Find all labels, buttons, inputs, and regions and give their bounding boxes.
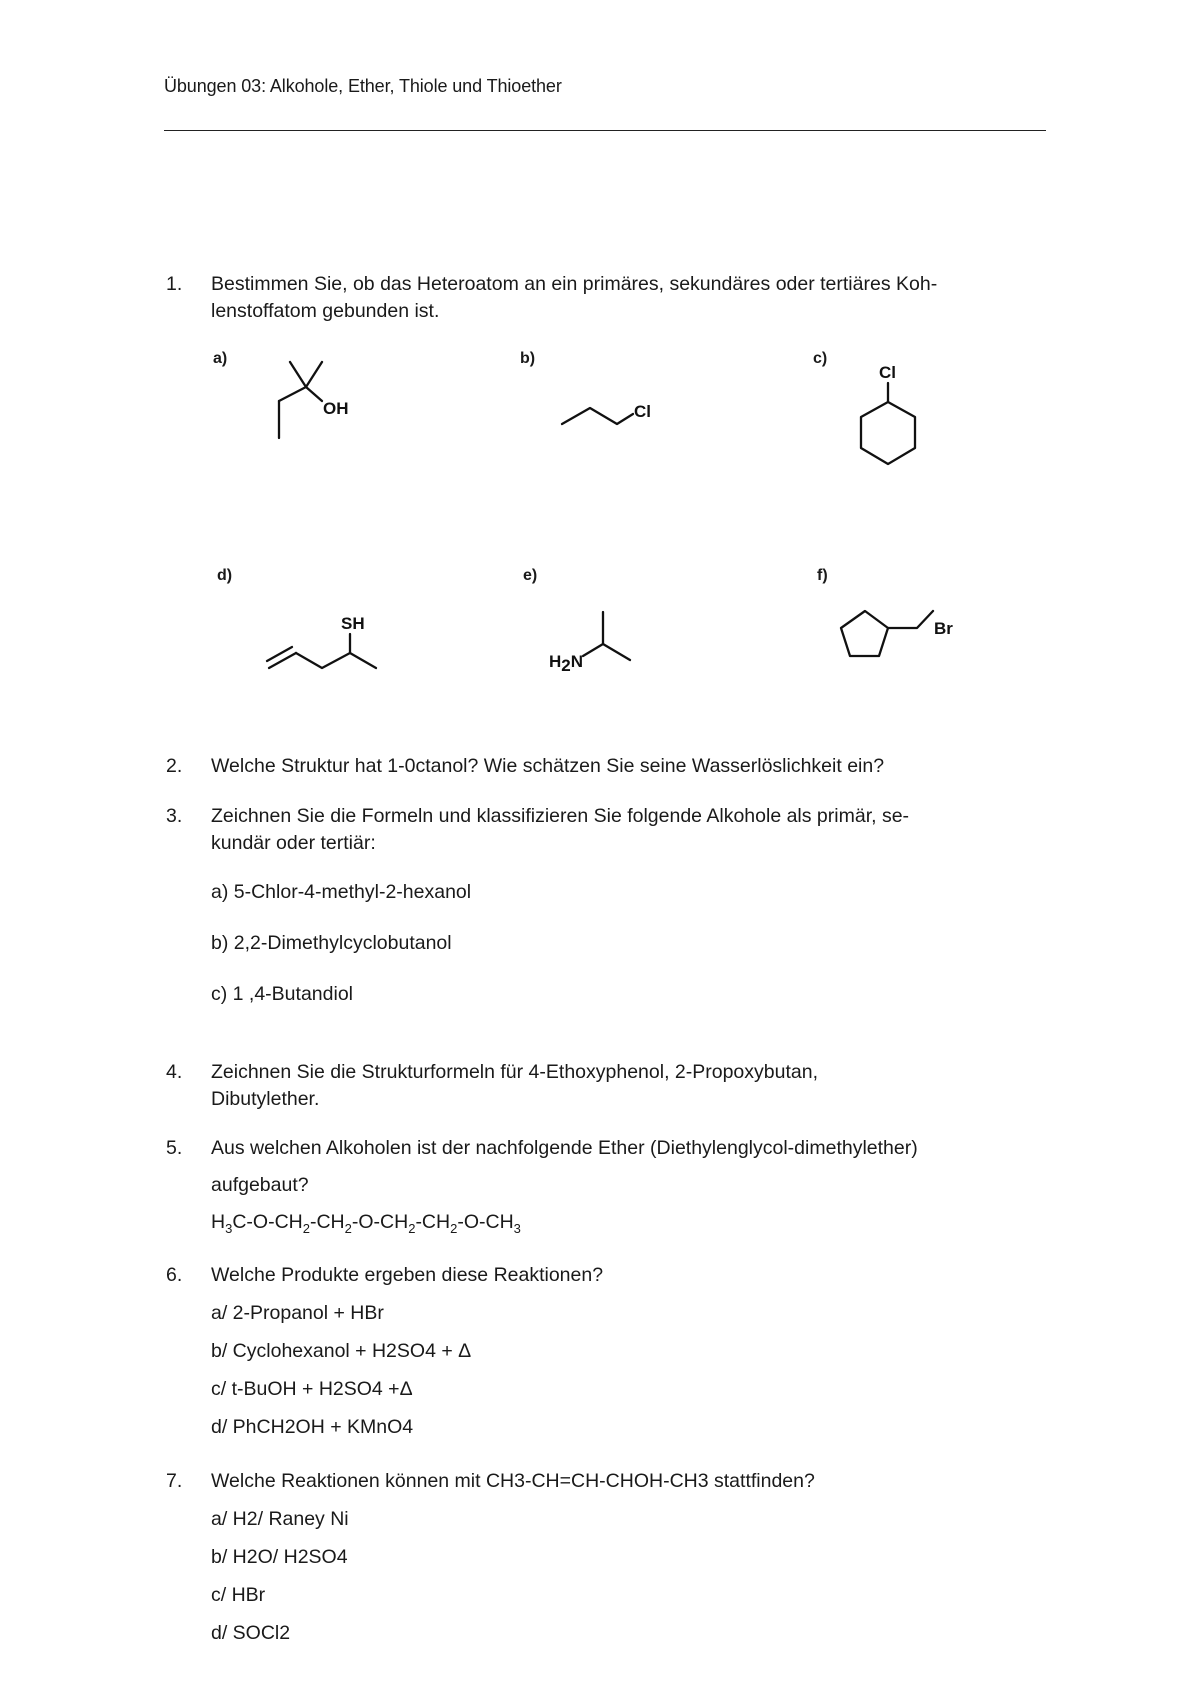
question-3 [166,803,1050,857]
structure-d-group: SH [341,614,365,633]
question-2 [166,753,1050,780]
structure-a [279,362,349,438]
question-text: Welche Produkte ergeben diese Reaktionen? [211,1264,604,1286]
structure-e-group-n: N [570,652,584,671]
question-text-cont: lenstoffatom gebunden ist. [211,300,440,322]
question-number: 7. [166,1470,183,1492]
question-text: Zeichnen Sie die Strukturformeln für 4-Ethoxyphenol, 2-Propoxybutan, [211,1061,818,1083]
question-number: 2. [166,755,183,777]
question-text: Aus welchen Alkoholen ist der nachfolgende Ether (Diethylenglycol-dimethylether) [211,1137,918,1159]
question-6 [166,1262,1050,1289]
formula-subscript: 3 [513,1220,521,1236]
structure-e [549,612,630,675]
question-text: Bestimmen Sie, ob das Heteroatom an ein primäres, sekundäres oder tertiäres Koh- [211,273,938,295]
question-text-cont: Dibutylether. [211,1088,320,1110]
structure-e-group-h: H [549,652,562,671]
question-text: Welche Struktur hat 1-0ctanol? Wie schätzen Sie seine Wasserlöslichkeit ein? [211,755,885,777]
formula-subscript: 2 [450,1220,458,1236]
question-5 [166,1135,1050,1242]
question-number: 4. [166,1061,183,1083]
formula-part: -CH [309,1211,345,1233]
list-item: b/ Cyclohexanol + H2SO4 + Δ [211,1340,472,1362]
question-4 [166,1059,1050,1113]
list-item: b) 2,2-Dimethylcyclobutanol [211,932,452,954]
page-header: Übungen 03: Alkohole, Ether, Thiole und Thioether [164,76,562,96]
question-number: 5. [166,1137,183,1159]
ether-formula [211,1209,1050,1242]
structure-a-group: OH [323,399,349,418]
structure-e-group-sub: 2 [561,656,571,675]
question-text: Zeichnen Sie die Formeln und klassifizieren Sie folgende Alkohole als primär, se- [211,805,910,827]
list-item: a/ H2/ Raney Ni [211,1508,349,1530]
formula-part: C-O-CH [232,1211,303,1233]
formula-subscript: 3 [225,1220,233,1236]
structure-b-group: Cl [634,402,651,421]
formula-subscript: 2 [408,1220,416,1236]
formula-part: H [211,1211,226,1233]
question-number: 3. [166,805,183,827]
structure-label-c: c) [813,350,828,367]
question-7 [166,1468,1050,1495]
formula-part: -CH [415,1211,451,1233]
structure-d [267,614,376,668]
question-text: Welche Reaktionen können mit CH3-CH=CH-CHOH-CH3 stattfinden? [211,1470,815,1492]
structure-c [861,363,915,464]
structure-f-group: Br [934,619,953,638]
structure-label-a: a) [213,350,228,367]
structure-label-d: d) [217,567,233,584]
question-number: 6. [166,1264,183,1286]
list-item: c) 1 ,4-Butandiol [211,983,353,1005]
formula-subscript: 2 [344,1220,352,1236]
list-item: d/ SOCl2 [211,1622,291,1644]
list-item: a/ 2-Propanol + HBr [211,1302,384,1324]
structure-b [562,402,651,424]
question-text-cont: aufgebaut? [211,1174,309,1196]
formula-part: -O-CH [457,1211,514,1233]
formula-part: -O-CH [351,1211,409,1233]
structure-label-b: b) [520,350,536,367]
list-item: d/ PhCH2OH + KMnO4 [211,1416,414,1438]
list-item: a) 5-Chlor-4-methyl-2-hexanol [211,881,472,903]
structure-label-e: e) [523,567,538,584]
question-number: 1. [166,273,183,295]
structure-c-group: Cl [879,363,896,382]
structure-label-f: f) [817,567,828,584]
question-text-cont: kundär oder tertiär: [211,832,376,854]
structure-f [841,611,953,656]
list-item: c/ t-BuOH + H2SO4 +Δ [211,1378,413,1400]
structure-e-group [549,652,583,675]
list-item: c/ HBr [211,1584,266,1606]
list-item: b/ H2O/ H2SO4 [211,1546,348,1568]
formula-subscript: 2 [302,1220,310,1236]
